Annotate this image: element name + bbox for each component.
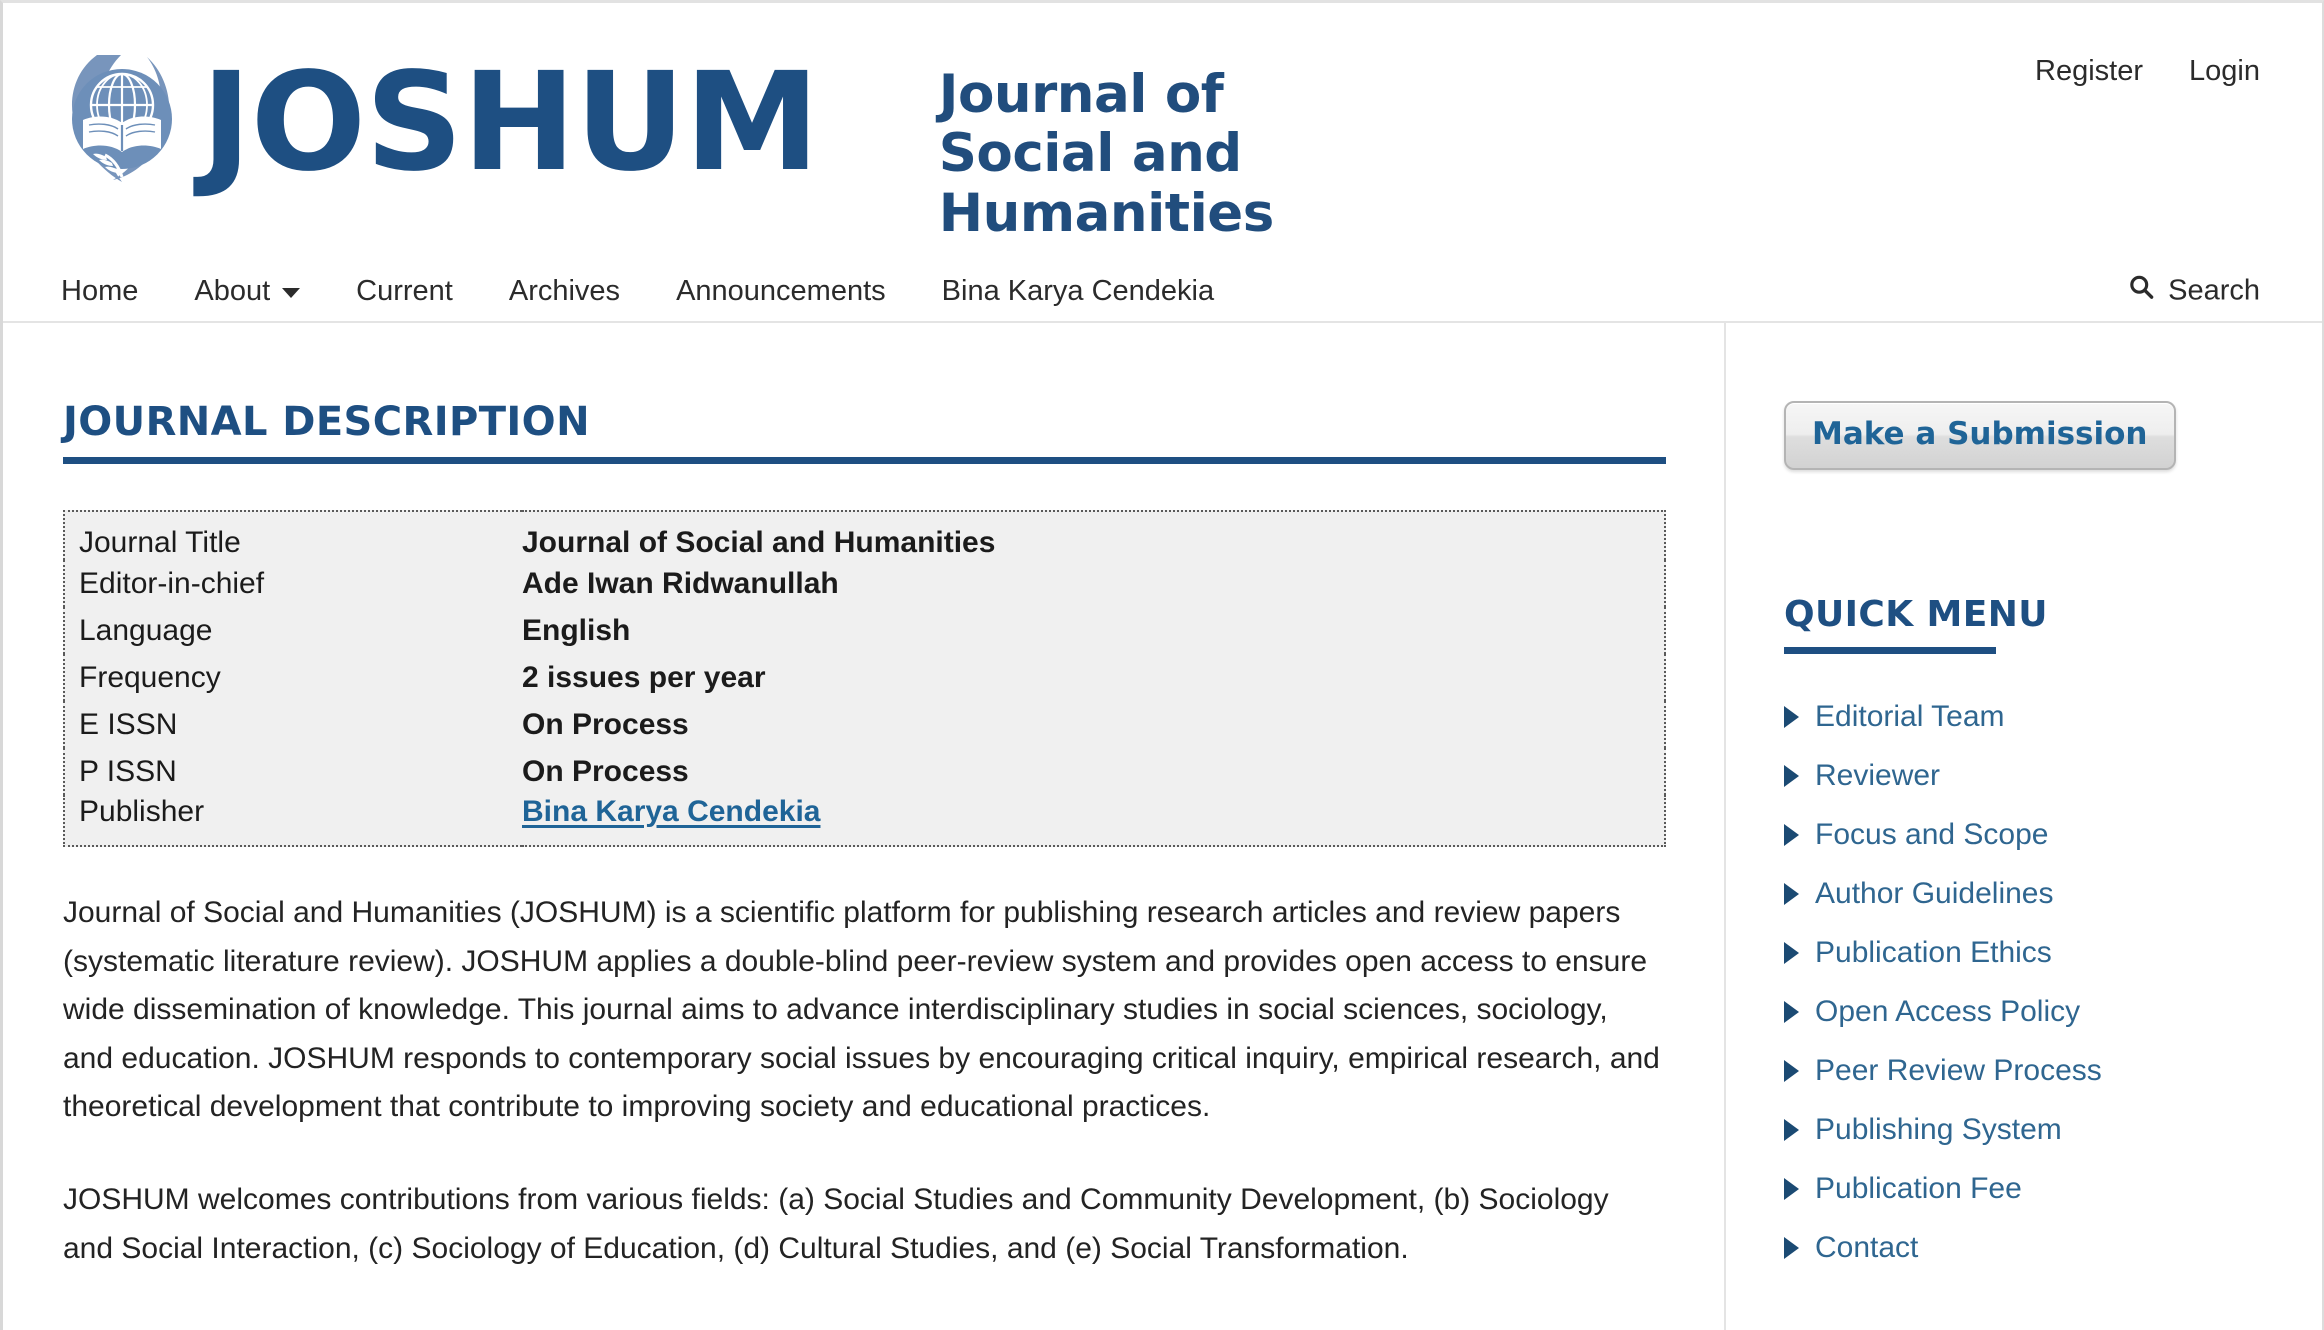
- quick-menu-label: Contact: [1815, 1231, 1919, 1264]
- quick-menu-label: Publication Fee: [1815, 1172, 2022, 1205]
- list-item: [1784, 700, 2262, 734]
- nav-item-home[interactable]: [61, 275, 138, 308]
- nav-item-about[interactable]: [194, 275, 300, 308]
- triangle-right-icon: [1784, 1119, 1799, 1141]
- description-paragraph-2: JOSHUM welcomes contributions from various fields: (a) Social Studies and Community Development, (b) Sociology and Social Interaction, (c) Sociology of Education, (d) Cultural Studies, and (e) Social Transformation.: [63, 1182, 1609, 1265]
- search-icon: [2128, 274, 2155, 309]
- nav-label: Announcements: [676, 274, 886, 307]
- nav-label: About: [194, 274, 271, 307]
- register-link[interactable]: Register: [2035, 55, 2144, 87]
- triangle-right-icon: [1784, 1001, 1799, 1023]
- quick-menu-item-peer-review-process[interactable]: [1784, 1054, 2102, 1088]
- table-row: [64, 654, 1665, 701]
- list-item: [1784, 1172, 2262, 1206]
- table-row: [64, 560, 1665, 607]
- row-value: Ade Iwan Ridwanullah: [522, 566, 839, 600]
- triangle-right-icon: [1784, 1237, 1799, 1259]
- triangle-right-icon: [1784, 1060, 1799, 1082]
- triangle-right-icon: [1784, 765, 1799, 787]
- triangle-right-icon: [1784, 883, 1799, 905]
- search-label: Search: [2168, 274, 2260, 307]
- brand-row: [61, 3, 2264, 243]
- make-a-submission-button[interactable]: Make a Submission: [1784, 401, 2176, 470]
- quick-menu-label: Focus and Scope: [1815, 818, 2049, 851]
- list-item: [1784, 759, 2262, 793]
- quick-menu-list: [1784, 700, 2262, 1265]
- content-area: [3, 323, 2322, 1330]
- journal-info-table: [63, 510, 1666, 847]
- quick-menu-label: Peer Review Process: [1815, 1054, 2102, 1087]
- site-subtitle: [939, 65, 1274, 243]
- row-key: Publisher: [79, 795, 205, 828]
- nav-item-bina-karya-cendekia[interactable]: [942, 275, 1214, 308]
- list-item: [1784, 995, 2262, 1029]
- user-links: [2035, 55, 2260, 88]
- nav-item-announcements[interactable]: [676, 275, 886, 308]
- subtitle-line-3: Humanities: [938, 182, 1274, 244]
- nav-label: Bina Karya Cendekia: [941, 274, 1215, 307]
- page-title: JOURNAL DESCRIPTION: [63, 399, 590, 445]
- nav-label: Archives: [508, 274, 621, 307]
- quick-menu-item-contact[interactable]: [1784, 1231, 1918, 1265]
- row-value: English: [522, 613, 631, 647]
- nav-label: Home: [61, 274, 139, 307]
- nav-item-current[interactable]: [356, 275, 453, 308]
- row-value: On Process: [522, 754, 689, 788]
- quick-menu-item-publication-fee[interactable]: [1784, 1172, 2022, 1206]
- globe-book-emblem-icon: [61, 49, 183, 185]
- list-item: [1784, 1231, 2262, 1265]
- row-key: E ISSN: [79, 707, 178, 741]
- quick-menu-item-author-guidelines[interactable]: [1784, 877, 2053, 911]
- triangle-right-icon: [1784, 1178, 1799, 1200]
- quick-menu-label: Reviewer: [1815, 759, 1941, 792]
- login-link[interactable]: Login: [2189, 55, 2260, 87]
- triangle-right-icon: [1784, 824, 1799, 846]
- row-value: [522, 795, 1665, 846]
- title-underline: [63, 457, 1666, 464]
- chevron-down-icon: [282, 288, 300, 298]
- table-row: [64, 795, 1665, 846]
- site-header: [3, 3, 2322, 261]
- list-item: [1784, 936, 2262, 970]
- primary-navigation: [3, 261, 2322, 323]
- quick-menu-label: Author Guidelines: [1815, 877, 2054, 910]
- search-button[interactable]: [2128, 274, 2260, 309]
- table-row: [64, 748, 1665, 795]
- description-paragraph-1: Journal of Social and Humanities (JOSHUM) is a scientific platform for publishing research articles and review papers (systematic literature review). JOSHUM applies a double-blind peer-review system and provides open access to ensure wide dissemination of knowledge. This journal aims to advance interdisciplinary studies in social sciences, sociology, and education. JOSHUM responds to contemporary social issues by encouraging critical inquiry, empirical research, and theoretical development that contribute to improving society and educational practices.: [63, 896, 1660, 1124]
- list-item: [1784, 877, 2262, 911]
- row-key: Language: [79, 613, 213, 647]
- nav-label: Current: [356, 274, 453, 307]
- table-row: [64, 701, 1665, 748]
- quick-menu-label: Open Access Policy: [1815, 995, 2081, 1028]
- row-key: Frequency: [79, 660, 221, 694]
- quick-menu-label: Publishing System: [1815, 1113, 2062, 1146]
- quick-menu-title: QUICK MENU: [1784, 594, 2048, 635]
- quick-menu-item-editorial-team[interactable]: [1784, 700, 2005, 734]
- publisher-link[interactable]: Bina Karya Cendekia: [522, 795, 821, 828]
- quick-menu-block: [1784, 594, 2262, 1265]
- row-key: Editor-in-chief: [79, 566, 265, 600]
- triangle-right-icon: [1784, 942, 1799, 964]
- row-key: Journal Title: [79, 526, 241, 559]
- main-column: [3, 323, 1726, 1330]
- subtitle-line-1: Journal of: [938, 64, 1224, 125]
- table-row: [64, 607, 1665, 654]
- list-item: [1784, 1054, 2262, 1088]
- quick-menu-item-open-access-policy[interactable]: [1784, 995, 2080, 1029]
- quick-menu-label: Editorial Team: [1815, 700, 2005, 733]
- list-item: [1784, 1113, 2262, 1147]
- nav-item-archives[interactable]: [509, 275, 620, 308]
- subtitle-line-2: Social and: [938, 123, 1242, 185]
- quick-menu-item-publishing-system[interactable]: [1784, 1113, 2062, 1147]
- quick-menu-item-reviewer[interactable]: [1784, 759, 1940, 793]
- row-value: Journal of Social and Humanities: [522, 526, 996, 559]
- quick-menu-item-focus-and-scope[interactable]: [1784, 818, 2048, 852]
- triangle-right-icon: [1784, 706, 1799, 728]
- quick-menu-item-publication-ethics[interactable]: [1784, 936, 2052, 970]
- quick-menu-label: Publication Ethics: [1815, 936, 2052, 969]
- table-row: [64, 511, 1665, 560]
- site-wordmark: JOSHUM: [201, 44, 819, 202]
- sidebar: [1726, 323, 2322, 1330]
- quick-menu-underline: [1784, 647, 1996, 654]
- row-value: 2 issues per year: [522, 660, 766, 694]
- row-key: P ISSN: [79, 754, 177, 788]
- row-value: On Process: [522, 707, 689, 741]
- list-item: [1784, 818, 2262, 852]
